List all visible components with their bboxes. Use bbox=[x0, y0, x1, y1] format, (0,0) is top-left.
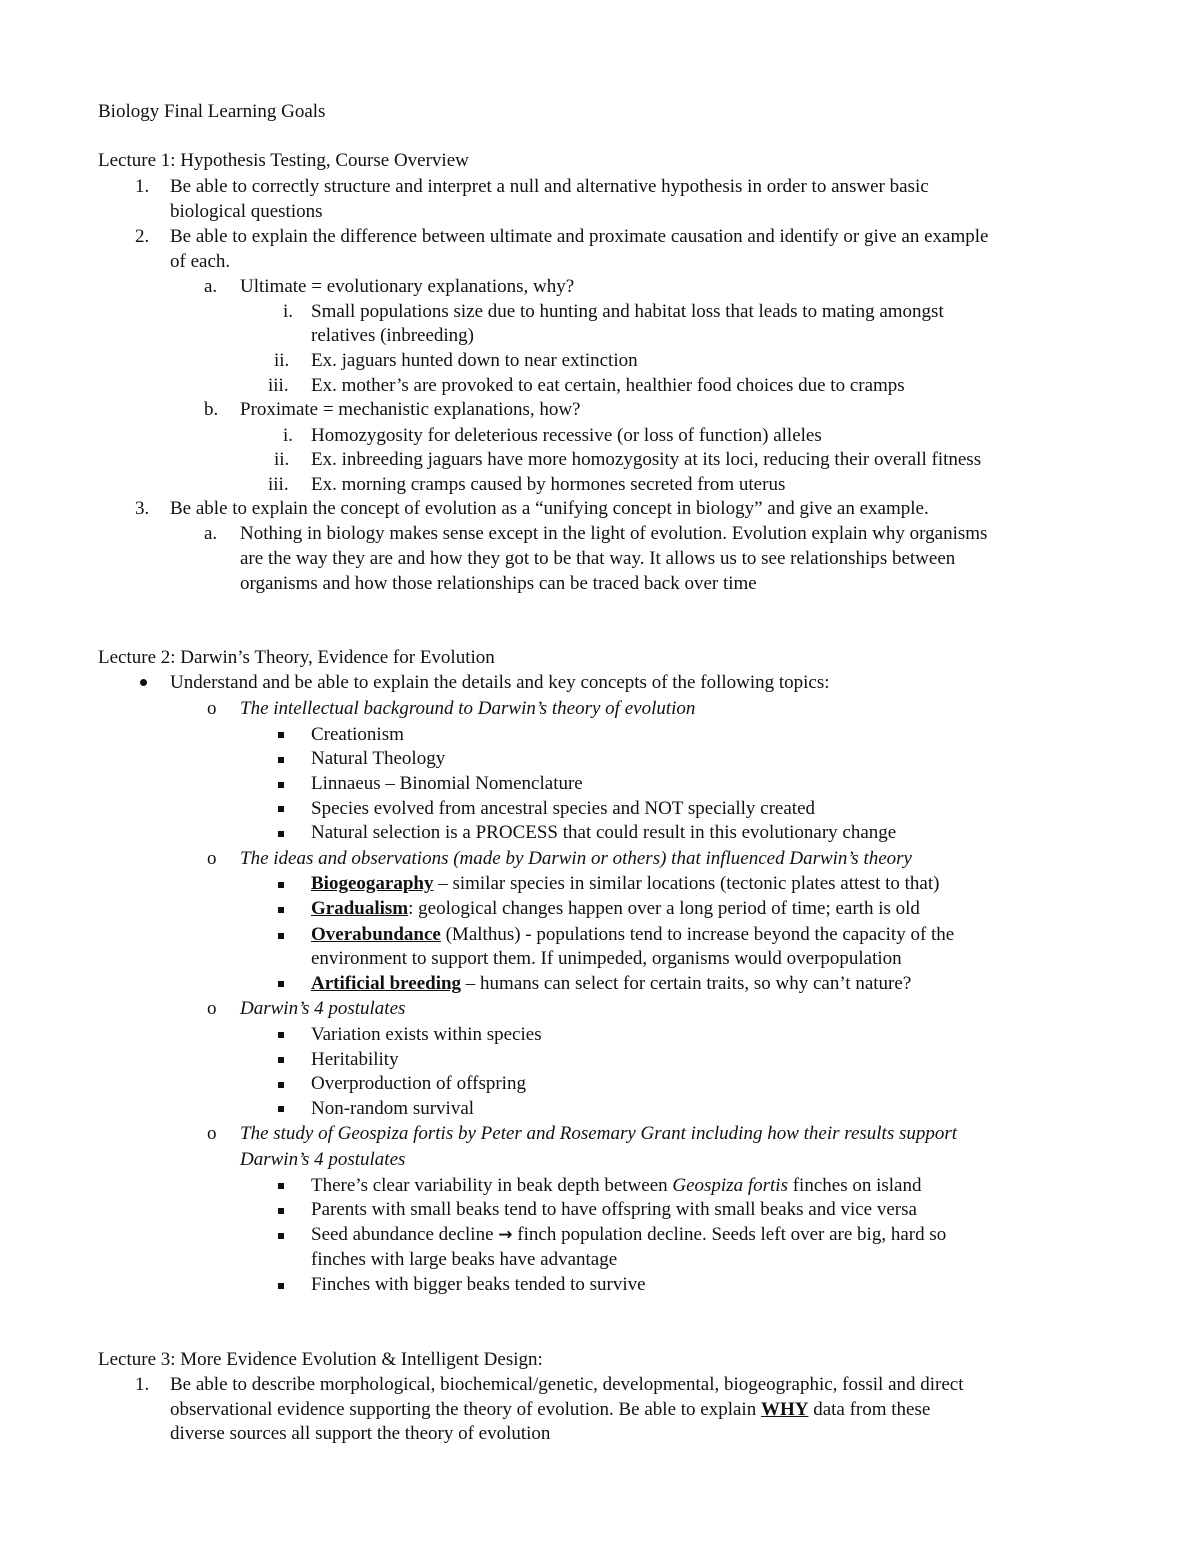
list-item-text: Ex. jaguars hunted down to near extinction bbox=[311, 350, 638, 371]
list-item-text: organisms and how those relationships can be traced back over time bbox=[240, 573, 757, 594]
list-marker: o bbox=[207, 698, 217, 719]
square-bullet-icon bbox=[278, 831, 284, 837]
list-item-text: environment to support them. If unimpeded, organisms would overpopulation bbox=[311, 948, 902, 969]
text-run: Seed abundance decline bbox=[311, 1224, 499, 1245]
list-item-text: Ex. morning cramps caused by hormones secreted from uterus bbox=[311, 474, 786, 495]
list-marker: 3. bbox=[135, 498, 150, 519]
square-bullet-icon bbox=[278, 1233, 284, 1239]
list-item-text: Heritability bbox=[311, 1049, 399, 1070]
topic-heading: The study of Geospiza fortis by Peter and Rosemary Grant including how their results support bbox=[240, 1123, 958, 1144]
square-bullet-icon bbox=[278, 757, 284, 763]
list-marker: i. bbox=[283, 425, 294, 446]
list-item-text: Understand and be able to explain the details and key concepts of the following topics: bbox=[170, 672, 830, 693]
list-item-text: Overproduction of offspring bbox=[311, 1073, 526, 1094]
list-marker: iii. bbox=[268, 375, 289, 396]
square-bullet-icon bbox=[278, 981, 284, 987]
list-marker: a. bbox=[204, 523, 218, 544]
text-run: finches on island bbox=[787, 1175, 922, 1196]
list-item-text: Proximate = mechanistic explanations, how? bbox=[240, 399, 581, 420]
square-bullet-icon bbox=[278, 1106, 284, 1112]
term: Biogeogaraphy bbox=[311, 873, 434, 894]
list-marker: o bbox=[207, 1123, 217, 1144]
square-bullet-icon bbox=[278, 1032, 284, 1038]
list-item-text: Be able to explain the difference between ultimate and proximate causation and identify or give an example bbox=[170, 226, 989, 247]
text-run: There’s clear variability in beak depth between bbox=[311, 1175, 673, 1196]
list-item-text bbox=[311, 1174, 922, 1198]
square-bullet-icon bbox=[278, 1208, 284, 1214]
list-item-text: biological questions bbox=[170, 201, 323, 222]
square-bullet-icon bbox=[278, 1283, 284, 1289]
text-run: data from these bbox=[808, 1399, 931, 1420]
emphasis: WHY bbox=[760, 1399, 809, 1420]
topic-heading: Darwin’s 4 postulates bbox=[240, 998, 406, 1019]
list-item-text: Non-random survival bbox=[311, 1098, 475, 1119]
list-item-text: Finches with bigger beaks tended to survive bbox=[311, 1274, 646, 1295]
list-item-text: finches with large beaks have advantage bbox=[311, 1249, 618, 1270]
list-item-text bbox=[311, 1223, 946, 1247]
term-desc: – similar species in similar locations (tectonic plates attest to that) bbox=[433, 873, 940, 894]
lecture-2-heading: Lecture 2: Darwin’s Theory, Evidence for Evolution bbox=[98, 647, 495, 668]
list-marker: ii. bbox=[274, 350, 290, 371]
list-item-text: Species evolved from ancestral species and NOT specially created bbox=[311, 798, 816, 819]
list-marker: 2. bbox=[135, 226, 150, 247]
lecture-3-heading: Lecture 3: More Evidence Evolution & Intelligent Design: bbox=[98, 1349, 543, 1370]
term-desc: (Malthus) - populations tend to increase beyond the capacity of the bbox=[440, 924, 955, 945]
list-item-text bbox=[311, 897, 920, 921]
list-item-text: Linnaeus – Binomial Nomenclature bbox=[311, 773, 583, 794]
term-desc: : geological changes happen over a long period of time; earth is old bbox=[408, 898, 920, 919]
list-item-text: Natural selection is a PROCESS that could result in this evolutionary change bbox=[311, 822, 897, 843]
list-marker: ii. bbox=[274, 449, 290, 470]
list-marker: 1. bbox=[135, 1374, 150, 1395]
list-marker: b. bbox=[204, 399, 219, 420]
list-item-text bbox=[170, 1398, 930, 1422]
list-item-text: relatives (inbreeding) bbox=[311, 325, 475, 346]
list-marker: iii. bbox=[268, 474, 289, 495]
list-item-text: Creationism bbox=[311, 724, 404, 745]
list-item-text bbox=[311, 972, 911, 996]
list-item-text bbox=[311, 872, 939, 896]
square-bullet-icon bbox=[278, 806, 284, 812]
square-bullet-icon bbox=[278, 1183, 284, 1189]
list-item-text: Be able to explain the concept of evolution as a “unifying concept in biology” and give an example. bbox=[170, 498, 929, 519]
list-item-text: of each. bbox=[170, 251, 231, 272]
list-item-text: Variation exists within species bbox=[311, 1024, 542, 1045]
square-bullet-icon bbox=[278, 907, 284, 913]
lecture-1-heading: Lecture 1: Hypothesis Testing, Course Overview bbox=[98, 150, 469, 171]
list-item-text: Ex. inbreeding jaguars have more homozygosity at its loci, reducing their overall fitness bbox=[311, 449, 982, 470]
list-item-text: diverse sources all support the theory of evolution bbox=[170, 1423, 551, 1444]
square-bullet-icon bbox=[278, 1082, 284, 1088]
list-item-text: Be able to describe morphological, biochemical/genetic, developmental, biogeographic, fossil and direct bbox=[170, 1374, 964, 1395]
list-item-text: Ultimate = evolutionary explanations, why? bbox=[240, 276, 575, 297]
square-bullet-icon bbox=[278, 782, 284, 788]
list-item-text bbox=[311, 923, 954, 947]
square-bullet-icon bbox=[278, 882, 284, 888]
term-desc: – humans can select for certain traits, so why can’t nature? bbox=[461, 973, 912, 994]
list-item-text: are the way they are and how they got to be that way. It allows us to see relationships between bbox=[240, 548, 956, 569]
term: Overabundance bbox=[311, 924, 441, 945]
square-bullet-icon bbox=[278, 933, 284, 939]
list-marker: o bbox=[207, 848, 217, 869]
list-item-text: Parents with small beaks tend to have offspring with small beaks and vice versa bbox=[311, 1199, 917, 1220]
topic-heading: Darwin’s 4 postulates bbox=[240, 1149, 406, 1170]
square-bullet-icon bbox=[278, 1057, 284, 1063]
list-item-text: Ex. mother’s are provoked to eat certain, healthier food choices due to cramps bbox=[311, 375, 905, 396]
topic-heading: The intellectual background to Darwin’s theory of evolution bbox=[240, 698, 696, 719]
term: Gradualism bbox=[311, 898, 409, 919]
document-title: Biology Final Learning Goals bbox=[98, 101, 326, 122]
list-item-text: Nothing in biology makes sense except in the light of evolution. Evolution explain why organisms bbox=[240, 523, 988, 544]
text-run: finch population decline. Seeds left over are big, hard so bbox=[512, 1224, 947, 1245]
arrow-right-icon: → bbox=[498, 1225, 513, 1245]
topic-heading: The ideas and observations (made by Darwin or others) that influenced Darwin’s theory bbox=[240, 848, 912, 869]
term: Artificial breeding bbox=[311, 973, 462, 994]
list-marker: 1. bbox=[135, 176, 150, 197]
text-run: observational evidence supporting the theory of evolution. Be able to explain bbox=[170, 1399, 761, 1420]
species-name: Geospiza fortis bbox=[672, 1175, 788, 1196]
bullet-icon bbox=[140, 679, 147, 686]
list-item-text: Small populations size due to hunting and habitat loss that leads to mating amongst bbox=[311, 301, 944, 322]
list-marker: o bbox=[207, 998, 217, 1019]
list-item-text: Homozygosity for deleterious recessive (or loss of function) alleles bbox=[311, 425, 822, 446]
square-bullet-icon bbox=[278, 732, 284, 738]
list-item-text: Be able to correctly structure and interpret a null and alternative hypothesis in order to answer basic bbox=[170, 176, 929, 197]
list-marker: a. bbox=[204, 276, 218, 297]
list-marker: i. bbox=[283, 301, 294, 322]
list-item-text: Natural Theology bbox=[311, 748, 446, 769]
